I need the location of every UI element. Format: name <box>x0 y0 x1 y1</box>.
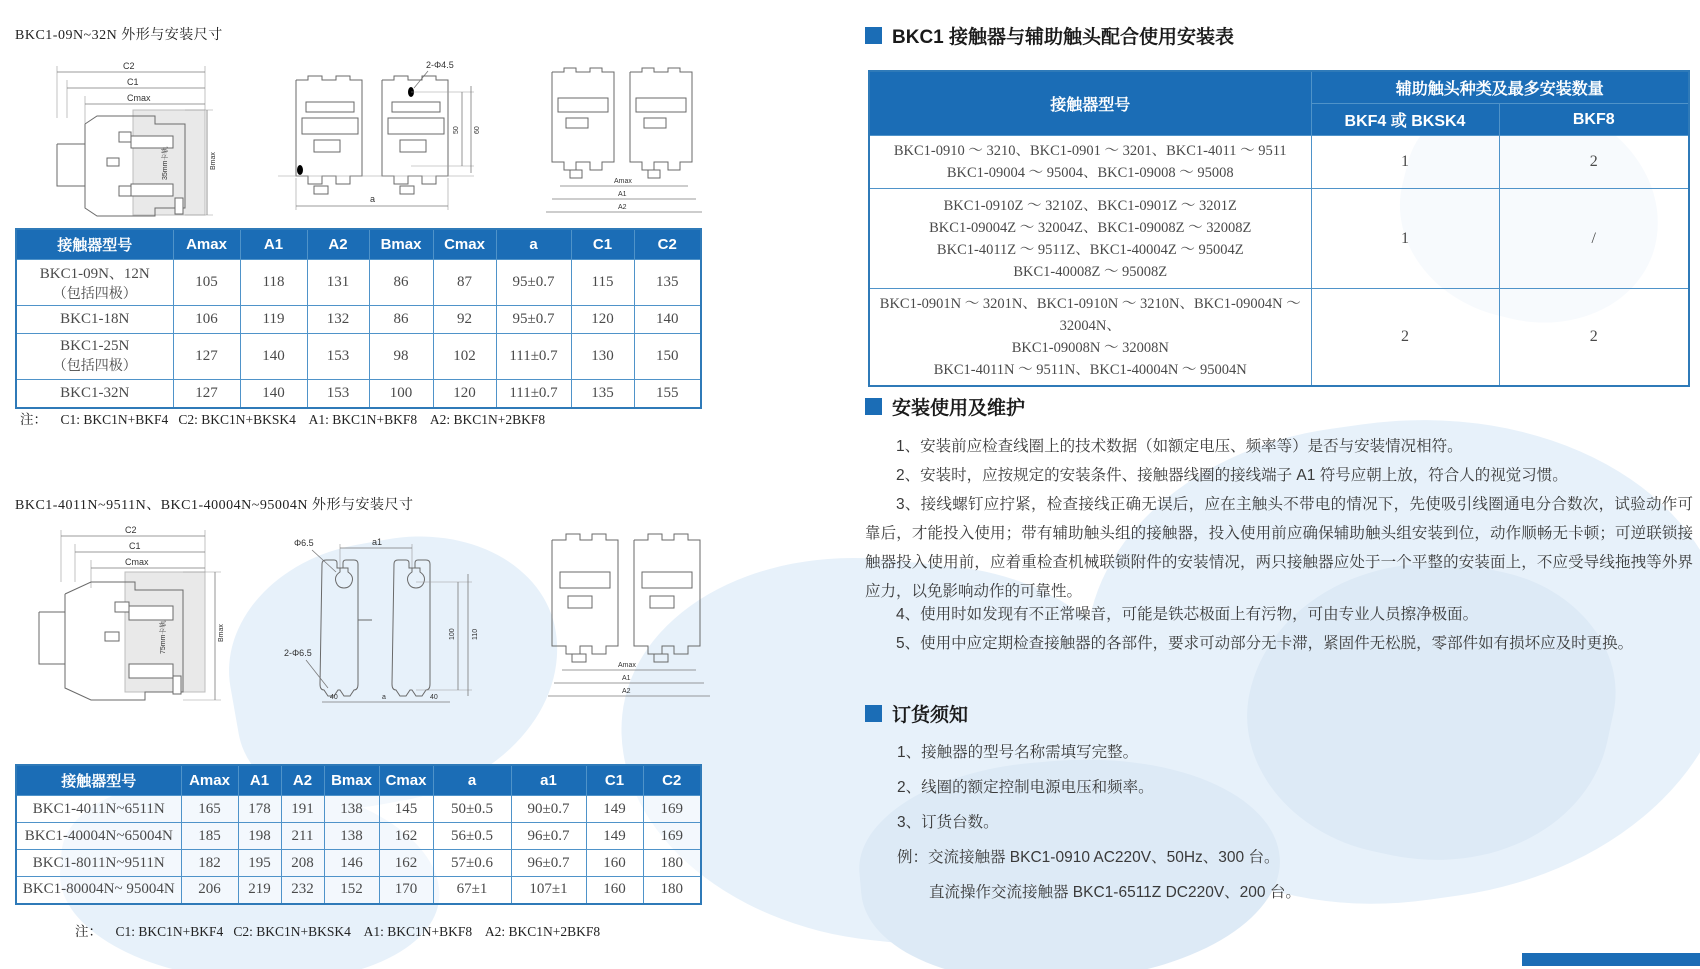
column-header: Cmax <box>379 765 433 796</box>
value-cell: 98 <box>369 334 433 380</box>
ordering-item-2: 2、线圈的额定控制电源电压和频率。 <box>897 779 1154 796</box>
model-cell <box>16 260 173 306</box>
section1-title: BKC1-09N~32N 外形与安装尺寸 <box>15 28 223 43</box>
dim-label: Amax <box>614 178 632 185</box>
model-line: BKC1-09004 ～ 95004、BKC1-09008 ～ 95008 <box>946 165 1234 181</box>
dim-label: 50 <box>453 126 460 134</box>
value-cell: 120 <box>433 380 496 408</box>
dim-label: Cmax <box>127 93 151 103</box>
ordering-item-1: 1、接触器的型号名称需填写完整。 <box>897 744 1139 761</box>
value-cell: 149 <box>586 823 643 850</box>
value-cell: 50±0.5 <box>433 796 511 823</box>
column-header: C1 <box>586 765 643 796</box>
dim-label: 40 <box>430 694 438 701</box>
value-cell: 92 <box>433 306 496 334</box>
column-header: Amax <box>181 765 238 796</box>
dim-label: Φ6.5 <box>294 538 314 548</box>
maintenance-section-heading <box>865 393 1025 420</box>
value-cell: 219 <box>238 877 281 904</box>
value-cell: 90±0.7 <box>511 796 586 823</box>
table-row <box>16 796 701 823</box>
dim-label: 100 <box>449 628 456 640</box>
compat-section-heading <box>865 22 1234 49</box>
dim-label: 2-Φ4.5 <box>426 60 454 70</box>
ordering-example-2: 直流操作交流接触器 BKC1-6511Z DC220V、200 台。 <box>929 884 1301 901</box>
column-header: a <box>433 765 511 796</box>
ordering-list <box>897 740 1700 915</box>
value-cell: 130 <box>571 334 634 380</box>
column-header: a <box>496 229 571 260</box>
value-cell: 57±0.6 <box>433 850 511 877</box>
table-row <box>16 380 701 408</box>
value-cell: 127 <box>173 334 240 380</box>
column-header: Cmax <box>433 229 496 260</box>
column-header: Bmax <box>369 229 433 260</box>
dimension-table-09n-32n <box>15 228 702 409</box>
dim-label: A2 <box>622 688 631 695</box>
model-line: BKC1-0901N ～ 3201N、BKC1-0910N ～ 3210N、BKC1-09004N ～ 32004N、 <box>879 296 1301 334</box>
model-line: BKC1-4011N ～ 9511N、BKC1-40004N ～ 95004N <box>933 362 1247 378</box>
dim-label: a <box>370 194 376 204</box>
table-row <box>16 823 701 850</box>
model-line: BKC1-0910 ～ 3210、BKC1-0901 ～ 3201、BKC1-4011 ～ 9511 <box>893 143 1287 159</box>
value-cell: 145 <box>379 796 433 823</box>
dim-label: a1 <box>372 537 383 547</box>
column-header: 接触器型号 <box>16 229 173 260</box>
value-cell: 140 <box>634 306 701 334</box>
maintenance-item-3: 3、接线螺钉应拧紧，检查接线正确无误后，应在主触头不带电的情况下，先使吸引线圈通电分合数次，试验动作可靠后，才能投入使用；带有辅助触头组的接触器，投入使用前应确保辅助触头组安装到位，动作顺畅无卡顿；可逆联锁接触器投入使用前，应着重检查机械联锁附件的安装情况，两只接触器应处于一个平整的安装面上，不应受导线拖拽等外界应力，以免影响动作的可靠性。 <box>865 496 1693 600</box>
value-cell: 149 <box>586 796 643 823</box>
model-name: BKC1-25N <box>60 338 130 354</box>
count-cell: 2 <box>1499 136 1689 189</box>
table-header-row <box>869 71 1689 104</box>
model-name-suffix: （包括四极） <box>52 359 137 374</box>
value-cell: 56±0.5 <box>433 823 511 850</box>
dim-label: 60 <box>474 126 481 134</box>
value-cell: 87 <box>433 260 496 306</box>
dimension-table-4011n-95004n <box>15 764 702 905</box>
value-cell: 86 <box>369 260 433 306</box>
model-name: BKC1-09N、12N <box>39 266 150 282</box>
value-cell: 119 <box>240 306 307 334</box>
model-cell: BKC1-8011N~9511N <box>16 850 181 877</box>
compat-title: BKC1 接触器与辅助触头配合使用安装表 <box>892 27 1235 48</box>
value-cell: 169 <box>643 796 701 823</box>
diagram-40n-front-view <box>540 524 725 709</box>
column-header: C2 <box>634 229 701 260</box>
table-row <box>869 189 1689 289</box>
value-cell: 67±1 <box>433 877 511 904</box>
section2-title: BKC1-4011N~9511N、BKC1-40004N~95004N 外形与安装尺寸 <box>15 498 414 513</box>
model-cell <box>16 334 173 380</box>
maintenance-item-5: 5、使用中应定期检查接触器的各部件，要求可动部分无卡滞，紧固件无松脱，零部件如有损坏应及时更换。 <box>896 635 1634 652</box>
model-name-suffix: （包括四极） <box>52 287 137 302</box>
value-cell: 178 <box>238 796 281 823</box>
dim-label: Amax <box>618 662 636 669</box>
blue-square-bullet <box>865 705 882 722</box>
table-row <box>16 334 701 380</box>
table-row <box>869 289 1689 387</box>
dim-label: C1 <box>129 541 141 551</box>
count-cell: 2 <box>1499 289 1689 387</box>
table-header-row <box>16 229 701 260</box>
value-cell: 105 <box>173 260 240 306</box>
value-cell: 95±0.7 <box>496 306 571 334</box>
dim-label: Bmax <box>210 152 217 170</box>
value-cell: 185 <box>181 823 238 850</box>
maintenance-item-2: 2、安装时，应按规定的安装条件、接触器线圈的接线端子 A1 符号应朝上放，符合人的视觉习惯。 <box>896 467 1568 484</box>
table-row <box>16 306 701 334</box>
count-cell: / <box>1499 189 1689 289</box>
table1-note: 注： C1: BKC1N+BKF4 C2: BKC1N+BKSK4 A1: BKC1N+BKF8 A2: BKC1N+2BKF8 <box>20 412 546 427</box>
value-cell: 208 <box>281 850 324 877</box>
value-cell: 138 <box>324 796 379 823</box>
value-cell: 86 <box>369 306 433 334</box>
column-header: Amax <box>173 229 240 260</box>
diagram-40n-side-view <box>25 524 245 709</box>
value-cell: 160 <box>586 850 643 877</box>
value-cell: 111±0.7 <box>496 380 571 408</box>
model-line: BKC1-09004Z ～ 32004Z、BKC1-09008Z ～ 32008Z <box>929 219 1252 236</box>
value-cell: 162 <box>379 850 433 877</box>
value-cell: 153 <box>307 334 369 380</box>
value-cell: 195 <box>238 850 281 877</box>
value-cell: 120 <box>571 306 634 334</box>
dim-label: A2 <box>618 204 627 211</box>
maintenance-item-4: 4、使用时如发现有不正常噪音，可能是铁芯极面上有污物，可由专业人员擦净极面。 <box>896 606 1479 623</box>
table-row <box>16 877 701 904</box>
column-header-group: 辅助触头种类及最多安装数量 <box>1311 71 1689 104</box>
value-cell: 111±0.7 <box>496 334 571 380</box>
value-cell: 170 <box>379 877 433 904</box>
value-cell: 211 <box>281 823 324 850</box>
column-header: A1 <box>238 765 281 796</box>
ordering-section-heading <box>865 700 968 727</box>
value-cell: 131 <box>307 260 369 306</box>
model-cell: BKC1-18N <box>16 306 173 334</box>
model-line: BKC1-40008Z ～ 95008Z <box>1013 263 1168 280</box>
dim-label: Bmax <box>218 624 225 642</box>
model-line: BKC1-4011Z ～ 9511Z、BKC1-40004Z ～ 95004Z <box>936 241 1244 258</box>
ordering-example-1: 例：交流接触器 BKC1-0910 AC220V、50Hz、300 台。 <box>897 849 1280 866</box>
value-cell: 106 <box>173 306 240 334</box>
model-list-cell <box>869 189 1311 289</box>
dim-label: C2 <box>123 61 135 71</box>
value-cell: 191 <box>281 796 324 823</box>
compat-table <box>868 70 1690 387</box>
value-cell: 232 <box>281 877 324 904</box>
table-header-row <box>16 765 701 796</box>
model-cell: BKC1-40004N~65004N <box>16 823 181 850</box>
value-cell: 165 <box>181 796 238 823</box>
value-cell: 180 <box>643 850 701 877</box>
column-header: A2 <box>281 765 324 796</box>
value-cell: 100 <box>369 380 433 408</box>
diagram-09n-side-view <box>35 58 250 223</box>
column-header: C2 <box>643 765 701 796</box>
rail-label: 35mm卡轨 <box>162 146 169 180</box>
value-cell: 182 <box>181 850 238 877</box>
dim-label: C1 <box>127 77 139 87</box>
value-cell: 160 <box>586 877 643 904</box>
value-cell: 127 <box>173 380 240 408</box>
value-cell: 102 <box>433 334 496 380</box>
value-cell: 150 <box>634 334 701 380</box>
column-header-model: 接触器型号 <box>869 71 1311 136</box>
dim-label: a <box>382 694 386 701</box>
value-cell: 180 <box>643 877 701 904</box>
value-cell: 115 <box>571 260 634 306</box>
dim-label: A1 <box>618 191 627 198</box>
model-list-cell <box>869 136 1311 189</box>
table2-note: 注： C1: BKC1N+BKF4 C2: BKC1N+BKSK4 A1: BKC1N+BKF8 A2: BKC1N+2BKF8 <box>75 924 601 939</box>
dim-label: Cmax <box>125 557 149 567</box>
diagram-09n-front-view <box>540 58 715 223</box>
count-cell: 1 <box>1311 136 1499 189</box>
dim-label: 2-Φ6.5 <box>284 648 312 658</box>
value-cell: 198 <box>238 823 281 850</box>
dim-label: 110 <box>472 628 479 640</box>
model-cell: BKC1-32N <box>16 380 173 408</box>
value-cell: 152 <box>324 877 379 904</box>
column-header: Bmax <box>324 765 379 796</box>
count-cell: 1 <box>1311 189 1499 289</box>
table-row <box>16 850 701 877</box>
column-header-bkf4: BKF4 或 BKSK4 <box>1311 104 1499 136</box>
column-header: a1 <box>511 765 586 796</box>
dim-label: A1 <box>622 675 631 682</box>
maintenance-item-1: 1、安装前应检查线圈上的技术数据（如额定电压、频率等）是否与安装情况相符。 <box>896 438 1463 455</box>
footer-accent-bar <box>1522 953 1700 966</box>
maintenance-title: 安装使用及维护 <box>892 398 1026 419</box>
table-row <box>869 136 1689 189</box>
column-header-bkf8: BKF8 <box>1499 104 1689 136</box>
value-cell: 153 <box>307 380 369 408</box>
blue-square-bullet <box>865 27 882 44</box>
column-header: C1 <box>571 229 634 260</box>
column-header: A2 <box>307 229 369 260</box>
rail-label: 75mm卡轨 <box>160 620 167 654</box>
dim-label: C2 <box>125 525 137 535</box>
model-list-cell <box>869 289 1311 387</box>
count-cell: 2 <box>1311 289 1499 387</box>
value-cell: 140 <box>240 380 307 408</box>
value-cell: 107±1 <box>511 877 586 904</box>
diagram-09n-mounting-view <box>278 58 488 223</box>
value-cell: 118 <box>240 260 307 306</box>
value-cell: 96±0.7 <box>511 823 586 850</box>
column-header: 接触器型号 <box>16 765 181 796</box>
value-cell: 135 <box>634 260 701 306</box>
value-cell: 135 <box>571 380 634 408</box>
dim-label: 40 <box>330 694 338 701</box>
value-cell: 96±0.7 <box>511 850 586 877</box>
value-cell: 132 <box>307 306 369 334</box>
value-cell: 95±0.7 <box>496 260 571 306</box>
ordering-title: 订货须知 <box>892 705 969 726</box>
value-cell: 162 <box>379 823 433 850</box>
value-cell: 169 <box>643 823 701 850</box>
diagram-40n-mounting-plate <box>272 524 512 709</box>
model-line: BKC1-09008N ～ 32008N <box>1011 340 1169 356</box>
ordering-item-3: 3、订货台数。 <box>897 814 999 831</box>
model-cell: BKC1-4011N~6511N <box>16 796 181 823</box>
value-cell: 140 <box>240 334 307 380</box>
value-cell: 206 <box>181 877 238 904</box>
value-cell: 155 <box>634 380 701 408</box>
column-header: A1 <box>240 229 307 260</box>
model-cell: BKC1-80004N~ 95004N <box>16 877 181 904</box>
value-cell: 146 <box>324 850 379 877</box>
table-row <box>16 260 701 306</box>
blue-square-bullet <box>865 398 882 415</box>
value-cell: 138 <box>324 823 379 850</box>
model-line: BKC1-0910Z ～ 3210Z、BKC1-0901Z ～ 3201Z <box>943 197 1237 214</box>
